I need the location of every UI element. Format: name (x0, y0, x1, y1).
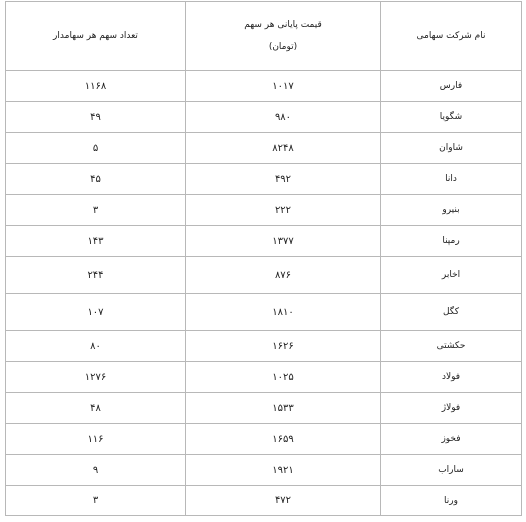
table-row (6, 424, 522, 455)
cell-share-count: ۱۴۳ (6, 226, 186, 257)
cell-share-count: ۵ (6, 133, 186, 164)
cell-company-name: دانا (381, 164, 522, 195)
cell-company-name: ساراب (381, 455, 522, 486)
table-row (6, 195, 522, 226)
cell-share-count: ۲۴۴ (6, 257, 186, 294)
table-row (6, 164, 522, 195)
cell-company-name: بنیرو (381, 195, 522, 226)
cell-final-price: ۴۷۲ (186, 486, 381, 516)
table-row (6, 257, 522, 294)
cell-share-count: ۴۹ (6, 102, 186, 133)
cell-share-count: ۹ (6, 455, 186, 486)
cell-final-price: ۱۶۵۹ (186, 424, 381, 455)
cell-final-price: ۱۰۲۵ (186, 362, 381, 393)
header-final-price-unit: (تومان) (268, 42, 298, 52)
cell-company-name: فولاژ (381, 393, 522, 424)
cell-final-price: ۸۷۶ (186, 257, 381, 294)
cell-share-count: ۳ (6, 195, 186, 226)
cell-final-price: ۱۹۲۱ (186, 455, 381, 486)
cell-share-count: ۴۸ (6, 393, 186, 424)
header-final-price (186, 2, 381, 71)
cell-final-price: ۲۲۲ (186, 195, 381, 226)
table-row (6, 133, 522, 164)
cell-company-name: فخوز (381, 424, 522, 455)
cell-share-count: ۸۰ (6, 331, 186, 362)
cell-company-name: شگویا (381, 102, 522, 133)
table-row (6, 226, 522, 257)
cell-company-name: حکشتی (381, 331, 522, 362)
table-row (6, 71, 522, 102)
table-row (6, 102, 522, 133)
cell-final-price: ۱۰۱۷ (186, 71, 381, 102)
cell-final-price: ۱۵۳۳ (186, 393, 381, 424)
cell-share-count: ۳ (6, 486, 186, 516)
cell-final-price: ۱۸۱۰ (186, 294, 381, 331)
cell-company-name: فولاد (381, 362, 522, 393)
cell-share-count: ۱۱۶ (6, 424, 186, 455)
cell-company-name: ورنا (381, 486, 522, 516)
table-row (6, 393, 522, 424)
table-row (6, 294, 522, 331)
stock-table-container (5, 1, 521, 520)
cell-final-price: ۴۹۲ (186, 164, 381, 195)
cell-share-count: ۱۱۶۸ (6, 71, 186, 102)
cell-share-count: ۴۵ (6, 164, 186, 195)
cell-company-name: فارس (381, 71, 522, 102)
table-row (6, 331, 522, 362)
header-final-price-label: قیمت پایانی هر سهم (244, 20, 322, 30)
cell-share-count: ۱۲۷۶ (6, 362, 186, 393)
table-header-row (6, 2, 522, 71)
header-company-name: نام شرکت سهامی (381, 2, 522, 71)
cell-company-name: اخابر (381, 257, 522, 294)
cell-final-price: ۹۸۰ (186, 102, 381, 133)
cell-company-name: رمپنا (381, 226, 522, 257)
cell-final-price: ۱۶۲۶ (186, 331, 381, 362)
cell-final-price: ۱۳۷۷ (186, 226, 381, 257)
table-row (6, 362, 522, 393)
table-row (6, 455, 522, 486)
stock-price-table (5, 1, 522, 516)
cell-company-name: شاوان (381, 133, 522, 164)
cell-company-name: کگل (381, 294, 522, 331)
header-shares-per-holder: تعداد سهم هر سهامدار (6, 2, 186, 71)
cell-final-price: ۸۲۴۸ (186, 133, 381, 164)
cell-share-count: ۱۰۷ (6, 294, 186, 331)
table-row (6, 486, 522, 516)
